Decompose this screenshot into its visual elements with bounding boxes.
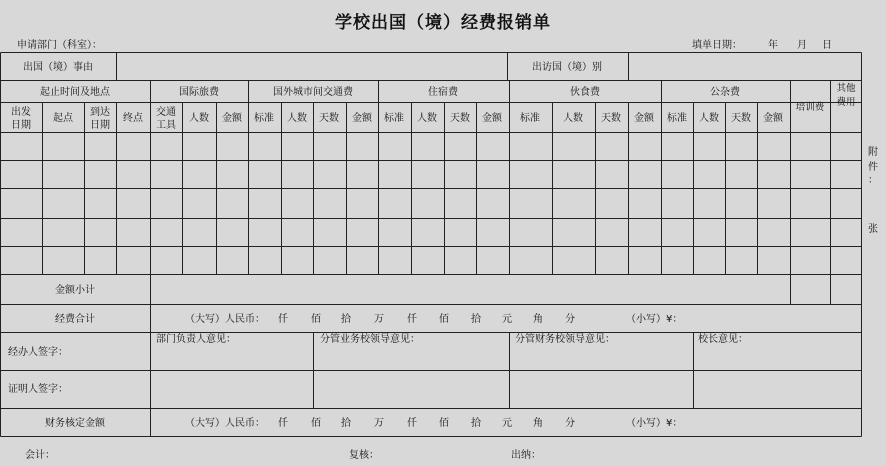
sub-arrive-1: 到达 (90, 107, 110, 118)
accountant-label: 会计： (25, 450, 55, 461)
total-yuan: 元 (502, 314, 512, 325)
vp-finance-opinion-label: 分管财务校领导意见： (515, 334, 615, 345)
group-city-transport: 国外城市间交通费 (273, 87, 353, 98)
total-label: 经费合计 (55, 314, 95, 325)
dept-label: 申请部门（科室）： (17, 40, 102, 51)
group-lodging: 住宿费 (428, 87, 458, 98)
group-intl-travel: 国际旅费 (179, 87, 219, 98)
group-meals: 伙食费 (570, 87, 600, 98)
total-wan: 万 (374, 314, 384, 325)
president-opinion-label: 校长意见： (698, 334, 748, 345)
sub-intl-amount: 金额 (222, 113, 242, 124)
attachment-label-3: ： (868, 175, 878, 186)
finance-jiao: 角 (533, 418, 543, 429)
total-xiaoxie-label: （小写）¥： (626, 314, 683, 325)
finance-fen: 分 (565, 418, 575, 429)
total-jiao: 角 (533, 314, 543, 325)
witness-sign-label: 证明人签字： (8, 384, 68, 395)
form-title: 学校出国（境）经费报销单 (335, 13, 551, 33)
sub-meals-standard: 标准 (520, 113, 540, 124)
group-other-2: 费用 (836, 97, 856, 108)
group-time-place: 起止时间及地点 (40, 87, 110, 98)
group-other-1: 其他 (836, 83, 856, 94)
sub-city-amount: 金额 (352, 113, 372, 124)
sub-vehicle-1: 交通 (156, 107, 176, 118)
sub-lodging-people: 人数 (417, 113, 437, 124)
sub-end: 终点 (123, 113, 143, 124)
finance-bai: 佰 (311, 418, 321, 429)
month-label: 月 (797, 40, 807, 51)
handler-sign-label: 经办人签字： (8, 347, 68, 358)
reason-label: 出国（境）事由 (23, 62, 93, 73)
sub-misc-people: 人数 (699, 113, 719, 124)
reviewer-label: 复核： (349, 450, 379, 461)
finance-qian: 仟 (278, 418, 288, 429)
finance-yuan: 元 (502, 418, 512, 429)
attachment-label-1: 附 (868, 147, 878, 158)
sub-meals-amount: 金额 (634, 113, 654, 124)
sub-misc-days: 天数 (731, 113, 751, 124)
finance-wan: 万 (374, 418, 384, 429)
vp-business-opinion-label: 分管业务校领导意见： (320, 334, 420, 345)
total-daxie-label: （大写）人民币： (185, 314, 265, 325)
sheets-label: 张 (868, 224, 878, 235)
cashier-label: 出纳： (511, 450, 541, 461)
sub-lodging-standard: 标准 (384, 113, 404, 124)
finance-shi-2: 拾 (471, 418, 481, 429)
finance-qian-2: 仟 (407, 418, 417, 429)
year-label: 年 (768, 40, 778, 51)
sub-lodging-amount: 金额 (482, 113, 502, 124)
total-shi-2: 拾 (471, 314, 481, 325)
sub-misc-standard: 标准 (667, 113, 687, 124)
day-label: 日 (822, 40, 832, 51)
total-fen: 分 (565, 314, 575, 325)
sub-city-days: 天数 (319, 113, 339, 124)
finance-daxie-label: （大写）人民币： (185, 418, 265, 429)
sub-depart-1: 出发 (11, 107, 31, 118)
fill-date-label: 填单日期： (692, 40, 742, 51)
group-training: 培训费 (795, 102, 825, 113)
finance-label: 财务核定金额 (45, 418, 105, 429)
total-shi: 拾 (341, 314, 351, 325)
dept-head-opinion-label: 部门负责人意见： (156, 334, 236, 345)
group-misc: 公杂费 (710, 87, 740, 98)
finance-shi: 拾 (341, 418, 351, 429)
total-qian-2: 仟 (407, 314, 417, 325)
total-bai-2: 佰 (439, 314, 449, 325)
sub-meals-people: 人数 (563, 113, 583, 124)
sub-start: 起点 (53, 113, 73, 124)
sub-intl-people: 人数 (189, 113, 209, 124)
finance-xiaoxie-label: （小写）¥： (626, 418, 683, 429)
sub-city-people: 人数 (287, 113, 307, 124)
sub-lodging-days: 天数 (450, 113, 470, 124)
sub-vehicle-2: 工具 (156, 120, 176, 131)
subtotal-label: 金额小计 (55, 285, 95, 296)
sub-arrive-2: 日期 (90, 120, 110, 131)
sub-meals-days: 天数 (601, 113, 621, 124)
attachment-label-2: 件 (868, 162, 878, 173)
sub-depart-2: 日期 (11, 120, 31, 131)
total-qian: 仟 (278, 314, 288, 325)
finance-bai-2: 佰 (439, 418, 449, 429)
sub-city-standard: 标准 (254, 113, 274, 124)
sub-misc-amount: 金额 (763, 113, 783, 124)
visit-country-label: 出访国（境）别 (532, 62, 602, 73)
total-bai: 佰 (311, 314, 321, 325)
